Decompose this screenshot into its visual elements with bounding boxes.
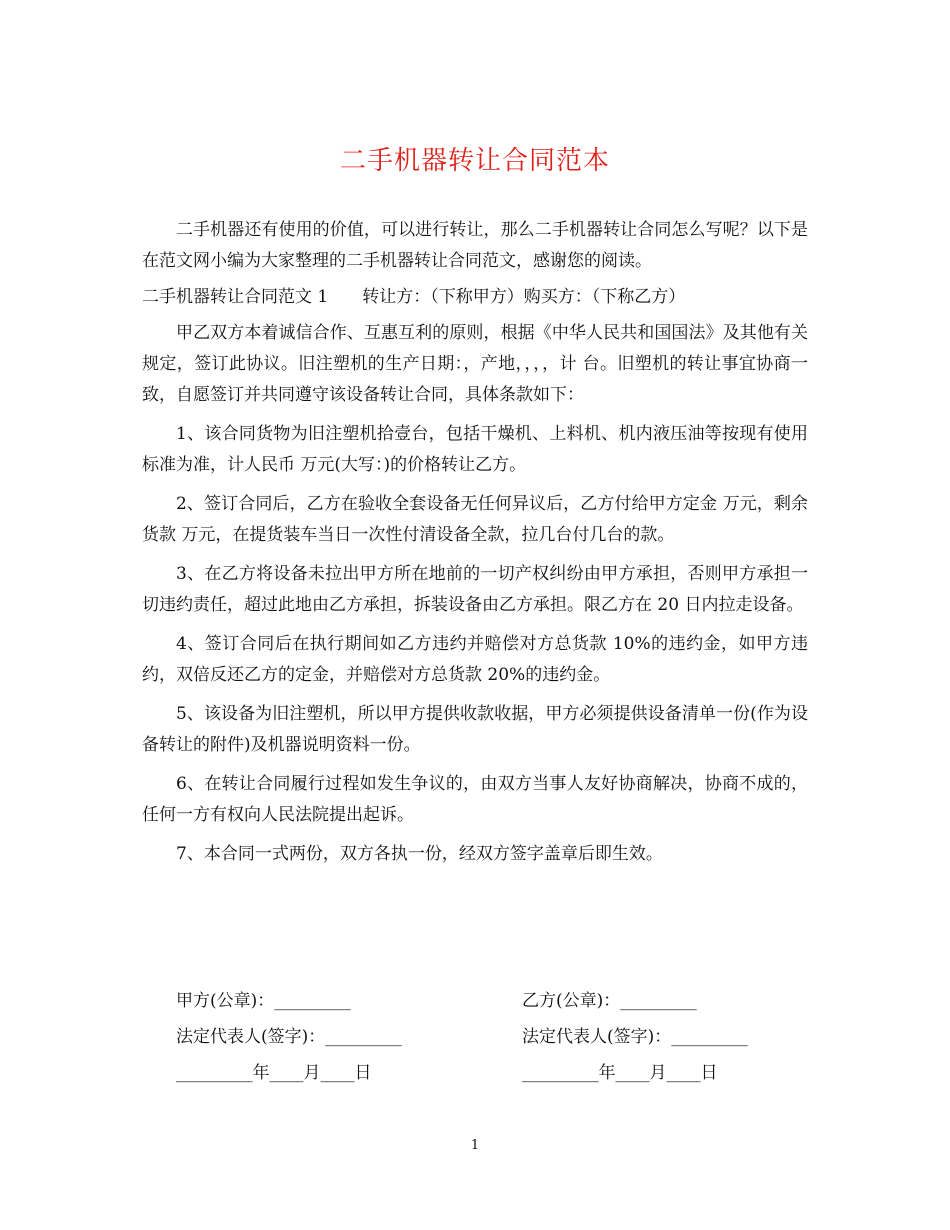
clause-5: 5、该设备为旧注塑机，所以甲方提供收款收据，甲方必须提供设备清单一份(作为设备转让的附件)及机器说明资料一份。 (142, 704, 808, 755)
clause-2: 2、签订合同后，乙方在验收全套设备无任何异议后，乙方付给甲方定金 万元，剩余货款 万元，在提货装车当日一次性付清设备全款，拉几台付几台的款。 (142, 494, 808, 545)
clause-4: 4、签订合同后在执行期间如乙方违约并赔偿对方总货款 10%的违约金，如甲方违约，双倍反还乙方的定金，并赔偿对方总货款 20%的违约金。 (142, 634, 808, 685)
preamble-paragraph: 甲乙双方本着诚信合作、互惠互利的原则，根据《中华人民共和国国法》及其他有关规定，签订此协议。旧注塑机的生产日期：，产地，，，，计 台。旧塑机的转让事宜协商一致，自愿签订并共同遵守该设备转让合同，具体条款如下： (142, 323, 808, 405)
intro-paragraph: 二手机器还有使用的价值，可以进行转让，那么二手机器转让合同怎么写呢？以下是在范文网小编为大家整理的二手机器转让合同范文，感谢您的阅读。 (142, 220, 808, 271)
clause-7: 7、本合同一式两份，双方各执一份，经双方签字盖章后即生效。 (176, 844, 663, 864)
clause-1: 1、该合同货物为旧注塑机拾壹台，包括干燥机、上料机、机内液压油等按现有使用标准为准，计人民币 万元(大写：)的价格转让乙方。 (142, 424, 808, 475)
party-b-date-field: _________年____月____日 (522, 1063, 718, 1083)
document-title: 二手机器转让合同范本 (339, 146, 610, 176)
clause-6: 6、在转让合同履行过程如发生争议的，由双方当事人友好协商解决，协商不成的，任何一方有权向人民法院提出起诉。 (142, 774, 808, 825)
page-number: 1 (470, 1138, 480, 1153)
party-a-rep-field: 法定代表人(签字)：_________ (176, 1027, 402, 1047)
subtitle-line: 二手机器转让合同范文 1 转让方：（下称甲方）购买方：（下称乙方） (142, 287, 686, 307)
party-b-rep-field: 法定代表人(签字)：_________ (522, 1027, 748, 1047)
clause-3: 3、在乙方将设备未拉出甲方所在地前的一切产权纠纷由甲方承担，否则甲方承担一切违约责任，超过此地由乙方承担，拆装设备由乙方承担。限乙方在 20 日内拉走设备。 (142, 564, 808, 615)
document-body (142, 215, 808, 878)
party-a-date-field: _________年____月____日 (176, 1063, 372, 1083)
party-a-seal-field: 甲方(公章)：_________ (176, 991, 351, 1011)
party-b-seal-field: 乙方(公章)：_________ (522, 991, 697, 1011)
